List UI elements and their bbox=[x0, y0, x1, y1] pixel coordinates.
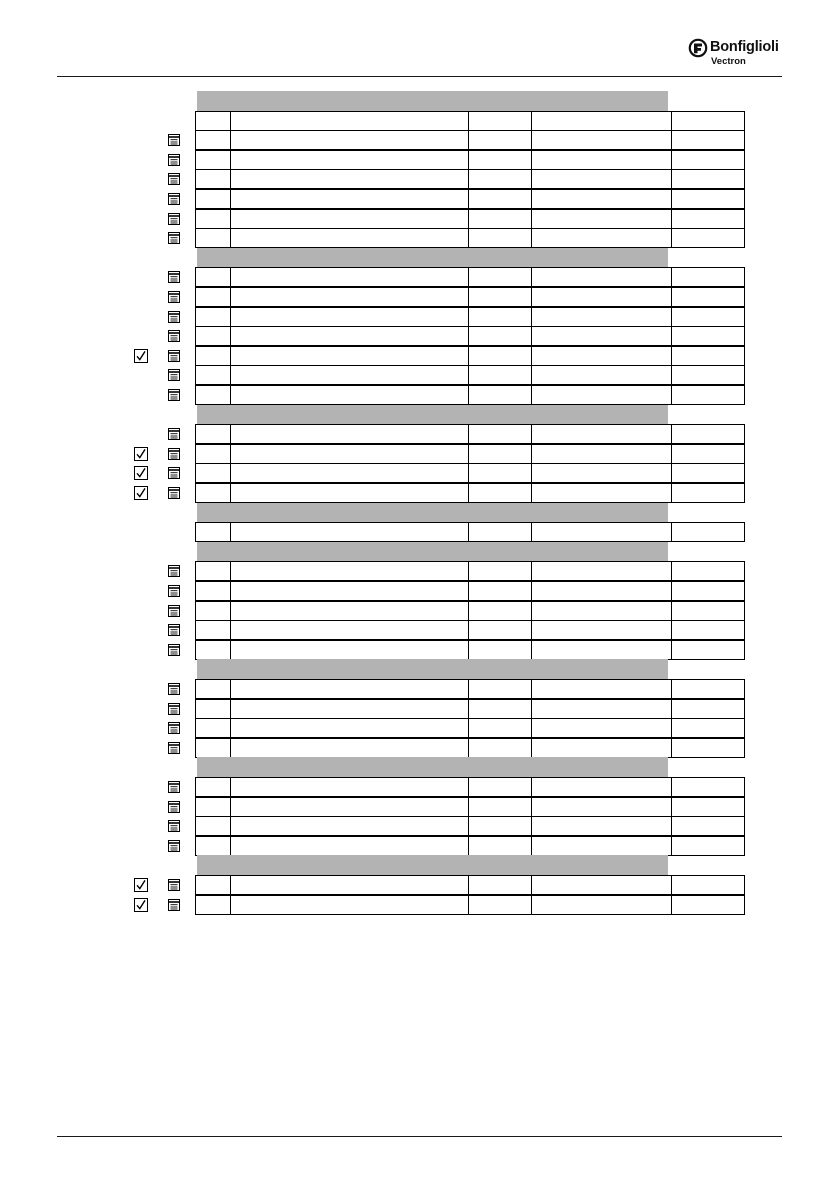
param-range-cell bbox=[531, 718, 672, 738]
param-description-cell bbox=[230, 738, 469, 758]
param-range-cell bbox=[531, 287, 672, 307]
param-number-cell bbox=[195, 169, 231, 189]
param-number-cell bbox=[195, 444, 231, 464]
section-header-bar bbox=[197, 248, 668, 268]
editable-parameter-icon bbox=[167, 290, 181, 304]
param-unit-cell bbox=[468, 875, 532, 895]
param-range-cell bbox=[531, 267, 672, 287]
param-unit-cell bbox=[468, 895, 532, 915]
param-chapter-cell bbox=[671, 385, 745, 405]
param-number-cell bbox=[195, 463, 231, 483]
param-unit-cell bbox=[468, 150, 532, 170]
param-description-cell bbox=[230, 836, 469, 856]
param-unit-cell bbox=[468, 130, 532, 150]
param-chapter-cell bbox=[671, 424, 745, 444]
brand-name: Bonfiglioli bbox=[710, 39, 779, 55]
param-description-cell bbox=[230, 287, 469, 307]
param-range-cell bbox=[531, 228, 672, 248]
table-row bbox=[0, 326, 839, 346]
editable-parameter-icon bbox=[167, 153, 181, 167]
param-description-cell bbox=[230, 718, 469, 738]
editable-parameter-icon bbox=[167, 604, 181, 618]
param-chapter-cell bbox=[671, 189, 745, 209]
editable-parameter-icon bbox=[167, 623, 181, 637]
param-unit-cell bbox=[468, 620, 532, 640]
param-description-cell bbox=[230, 581, 469, 601]
table-row bbox=[0, 424, 839, 444]
param-chapter-cell bbox=[671, 738, 745, 758]
param-range-cell bbox=[531, 581, 672, 601]
param-number-cell bbox=[195, 424, 231, 444]
table-row bbox=[0, 365, 839, 385]
param-description-cell bbox=[230, 816, 469, 836]
param-description-cell bbox=[230, 620, 469, 640]
param-number-cell bbox=[195, 228, 231, 248]
param-range-cell bbox=[531, 836, 672, 856]
param-number-cell bbox=[195, 738, 231, 758]
param-description-cell bbox=[230, 463, 469, 483]
param-number-cell bbox=[195, 111, 231, 131]
footer-rule bbox=[57, 1136, 782, 1137]
param-chapter-cell bbox=[671, 307, 745, 327]
section-header-bar bbox=[197, 757, 668, 777]
param-unit-cell bbox=[468, 718, 532, 738]
param-description-cell bbox=[230, 267, 469, 287]
param-chapter-cell bbox=[671, 777, 745, 797]
param-number-cell bbox=[195, 522, 231, 542]
param-chapter-cell bbox=[671, 267, 745, 287]
param-number-cell bbox=[195, 307, 231, 327]
param-number-cell bbox=[195, 777, 231, 797]
param-chapter-cell bbox=[671, 679, 745, 699]
table-row bbox=[0, 895, 839, 915]
param-range-cell bbox=[531, 620, 672, 640]
table-row bbox=[0, 111, 839, 131]
param-unit-cell bbox=[468, 444, 532, 464]
param-description-cell bbox=[230, 130, 469, 150]
editable-parameter-icon bbox=[167, 564, 181, 578]
param-number-cell bbox=[195, 601, 231, 621]
param-range-cell bbox=[531, 365, 672, 385]
param-number-cell bbox=[195, 797, 231, 817]
param-description-cell bbox=[230, 111, 469, 131]
table-row bbox=[0, 307, 839, 327]
param-number-cell bbox=[195, 836, 231, 856]
param-description-cell bbox=[230, 483, 469, 503]
param-description-cell bbox=[230, 777, 469, 797]
param-description-cell bbox=[230, 424, 469, 444]
param-description-cell bbox=[230, 561, 469, 581]
param-chapter-cell bbox=[671, 797, 745, 817]
param-unit-cell bbox=[468, 424, 532, 444]
table-row bbox=[0, 699, 839, 719]
checkbox-checked-icon[interactable] bbox=[134, 447, 148, 461]
editable-parameter-icon bbox=[167, 368, 181, 382]
param-range-cell bbox=[531, 895, 672, 915]
param-range-cell bbox=[531, 738, 672, 758]
param-number-cell bbox=[195, 365, 231, 385]
editable-parameter-icon bbox=[167, 721, 181, 735]
editable-parameter-icon bbox=[167, 800, 181, 814]
param-unit-cell bbox=[468, 267, 532, 287]
param-unit-cell bbox=[468, 561, 532, 581]
checkbox-checked-icon[interactable] bbox=[134, 878, 148, 892]
table-row bbox=[0, 640, 839, 660]
param-number-cell bbox=[195, 875, 231, 895]
param-chapter-cell bbox=[671, 895, 745, 915]
table-row bbox=[0, 169, 839, 189]
param-unit-cell bbox=[468, 287, 532, 307]
table-row bbox=[0, 836, 839, 856]
param-unit-cell bbox=[468, 346, 532, 366]
checkbox-checked-icon[interactable] bbox=[134, 349, 148, 363]
table-row bbox=[0, 130, 839, 150]
param-number-cell bbox=[195, 287, 231, 307]
param-unit-cell bbox=[468, 797, 532, 817]
param-unit-cell bbox=[468, 816, 532, 836]
param-range-cell bbox=[531, 444, 672, 464]
param-range-cell bbox=[531, 816, 672, 836]
editable-parameter-icon bbox=[167, 682, 181, 696]
param-description-cell bbox=[230, 150, 469, 170]
param-chapter-cell bbox=[671, 463, 745, 483]
table-row bbox=[0, 209, 839, 229]
param-unit-cell bbox=[468, 836, 532, 856]
param-unit-cell bbox=[468, 699, 532, 719]
param-range-cell bbox=[531, 307, 672, 327]
param-unit-cell bbox=[468, 463, 532, 483]
param-chapter-cell bbox=[671, 111, 745, 131]
param-range-cell bbox=[531, 601, 672, 621]
param-unit-cell bbox=[468, 385, 532, 405]
param-description-cell bbox=[230, 385, 469, 405]
param-number-cell bbox=[195, 346, 231, 366]
param-unit-cell bbox=[468, 228, 532, 248]
param-chapter-cell bbox=[671, 346, 745, 366]
checkbox-checked-icon[interactable] bbox=[134, 486, 148, 500]
brand-subtitle: Vectron bbox=[711, 56, 746, 67]
editable-parameter-icon bbox=[167, 839, 181, 853]
section-header-bar bbox=[197, 542, 668, 562]
param-unit-cell bbox=[468, 522, 532, 542]
param-chapter-cell bbox=[671, 561, 745, 581]
table-row bbox=[0, 875, 839, 895]
param-number-cell bbox=[195, 267, 231, 287]
param-unit-cell bbox=[468, 601, 532, 621]
table-row bbox=[0, 287, 839, 307]
param-description-cell bbox=[230, 522, 469, 542]
param-unit-cell bbox=[468, 189, 532, 209]
param-number-cell bbox=[195, 718, 231, 738]
param-description-cell bbox=[230, 875, 469, 895]
param-chapter-cell bbox=[671, 326, 745, 346]
table-row bbox=[0, 150, 839, 170]
param-chapter-cell bbox=[671, 150, 745, 170]
table-row bbox=[0, 738, 839, 758]
param-description-cell bbox=[230, 346, 469, 366]
param-number-cell bbox=[195, 189, 231, 209]
checkbox-checked-icon[interactable] bbox=[134, 898, 148, 912]
param-description-cell bbox=[230, 895, 469, 915]
param-range-cell bbox=[531, 679, 672, 699]
param-description-cell bbox=[230, 640, 469, 660]
param-chapter-cell bbox=[671, 169, 745, 189]
param-range-cell bbox=[531, 130, 672, 150]
param-chapter-cell bbox=[671, 130, 745, 150]
param-chapter-cell bbox=[671, 581, 745, 601]
editable-parameter-icon bbox=[167, 231, 181, 245]
table-row bbox=[0, 385, 839, 405]
table-row bbox=[0, 346, 839, 366]
editable-parameter-icon bbox=[167, 427, 181, 441]
section-header-bar bbox=[197, 91, 668, 111]
editable-parameter-icon bbox=[167, 898, 181, 912]
table-row bbox=[0, 561, 839, 581]
table-row bbox=[0, 620, 839, 640]
table-row bbox=[0, 483, 839, 503]
table-row bbox=[0, 601, 839, 621]
param-range-cell bbox=[531, 150, 672, 170]
param-description-cell bbox=[230, 601, 469, 621]
table-row bbox=[0, 581, 839, 601]
param-number-cell bbox=[195, 581, 231, 601]
param-range-cell bbox=[531, 111, 672, 131]
param-range-cell bbox=[531, 346, 672, 366]
editable-parameter-icon bbox=[167, 702, 181, 716]
param-unit-cell bbox=[468, 111, 532, 131]
param-unit-cell bbox=[468, 777, 532, 797]
param-chapter-cell bbox=[671, 718, 745, 738]
editable-parameter-icon bbox=[167, 212, 181, 226]
editable-parameter-icon bbox=[167, 447, 181, 461]
param-number-cell bbox=[195, 816, 231, 836]
param-range-cell bbox=[531, 522, 672, 542]
param-description-cell bbox=[230, 326, 469, 346]
param-range-cell bbox=[531, 463, 672, 483]
param-unit-cell bbox=[468, 483, 532, 503]
param-unit-cell bbox=[468, 640, 532, 660]
editable-parameter-icon bbox=[167, 133, 181, 147]
section-header-bar bbox=[197, 659, 668, 679]
param-chapter-cell bbox=[671, 836, 745, 856]
editable-parameter-icon bbox=[167, 329, 181, 343]
param-number-cell bbox=[195, 130, 231, 150]
editable-parameter-icon bbox=[167, 172, 181, 186]
param-range-cell bbox=[531, 797, 672, 817]
editable-parameter-icon bbox=[167, 878, 181, 892]
param-description-cell bbox=[230, 228, 469, 248]
table-row bbox=[0, 267, 839, 287]
param-description-cell bbox=[230, 797, 469, 817]
param-range-cell bbox=[531, 483, 672, 503]
table-row bbox=[0, 444, 839, 464]
param-chapter-cell bbox=[671, 816, 745, 836]
param-description-cell bbox=[230, 307, 469, 327]
editable-parameter-icon bbox=[167, 584, 181, 598]
table-row bbox=[0, 816, 839, 836]
table-row bbox=[0, 522, 839, 542]
table-row bbox=[0, 679, 839, 699]
param-description-cell bbox=[230, 679, 469, 699]
param-range-cell bbox=[531, 424, 672, 444]
param-description-cell bbox=[230, 444, 469, 464]
param-number-cell bbox=[195, 895, 231, 915]
table-row bbox=[0, 463, 839, 483]
param-chapter-cell bbox=[671, 287, 745, 307]
editable-parameter-icon bbox=[167, 349, 181, 363]
param-range-cell bbox=[531, 777, 672, 797]
param-number-cell bbox=[195, 679, 231, 699]
param-number-cell bbox=[195, 699, 231, 719]
param-chapter-cell bbox=[671, 875, 745, 895]
section-header-bar bbox=[197, 405, 668, 425]
param-number-cell bbox=[195, 640, 231, 660]
param-unit-cell bbox=[468, 209, 532, 229]
param-chapter-cell bbox=[671, 640, 745, 660]
param-unit-cell bbox=[468, 169, 532, 189]
param-number-cell bbox=[195, 150, 231, 170]
param-description-cell bbox=[230, 699, 469, 719]
param-number-cell bbox=[195, 561, 231, 581]
param-number-cell bbox=[195, 620, 231, 640]
section-header-bar bbox=[197, 855, 668, 875]
param-range-cell bbox=[531, 875, 672, 895]
editable-parameter-icon bbox=[167, 310, 181, 324]
param-range-cell bbox=[531, 326, 672, 346]
param-description-cell bbox=[230, 365, 469, 385]
param-range-cell bbox=[531, 385, 672, 405]
param-number-cell bbox=[195, 209, 231, 229]
editable-parameter-icon bbox=[167, 741, 181, 755]
param-chapter-cell bbox=[671, 699, 745, 719]
param-unit-cell bbox=[468, 738, 532, 758]
param-chapter-cell bbox=[671, 209, 745, 229]
param-number-cell bbox=[195, 483, 231, 503]
param-unit-cell bbox=[468, 679, 532, 699]
param-number-cell bbox=[195, 326, 231, 346]
section-header-bar bbox=[197, 503, 668, 523]
param-chapter-cell bbox=[671, 365, 745, 385]
param-description-cell bbox=[230, 169, 469, 189]
param-range-cell bbox=[531, 699, 672, 719]
param-description-cell bbox=[230, 209, 469, 229]
param-unit-cell bbox=[468, 307, 532, 327]
param-range-cell bbox=[531, 169, 672, 189]
param-chapter-cell bbox=[671, 522, 745, 542]
table-row bbox=[0, 228, 839, 248]
param-chapter-cell bbox=[671, 483, 745, 503]
table-row bbox=[0, 718, 839, 738]
checkbox-checked-icon[interactable] bbox=[134, 466, 148, 480]
param-unit-cell bbox=[468, 326, 532, 346]
param-description-cell bbox=[230, 189, 469, 209]
table-row bbox=[0, 797, 839, 817]
param-range-cell bbox=[531, 561, 672, 581]
param-chapter-cell bbox=[671, 620, 745, 640]
param-chapter-cell bbox=[671, 444, 745, 464]
editable-parameter-icon bbox=[167, 486, 181, 500]
param-range-cell bbox=[531, 640, 672, 660]
editable-parameter-icon bbox=[167, 388, 181, 402]
table-row bbox=[0, 777, 839, 797]
param-unit-cell bbox=[468, 365, 532, 385]
editable-parameter-icon bbox=[167, 643, 181, 657]
editable-parameter-icon bbox=[167, 780, 181, 794]
param-chapter-cell bbox=[671, 601, 745, 621]
editable-parameter-icon bbox=[167, 819, 181, 833]
editable-parameter-icon bbox=[167, 192, 181, 206]
table-row bbox=[0, 189, 839, 209]
param-number-cell bbox=[195, 385, 231, 405]
param-range-cell bbox=[531, 189, 672, 209]
editable-parameter-icon bbox=[167, 466, 181, 480]
param-range-cell bbox=[531, 209, 672, 229]
editable-parameter-icon bbox=[167, 270, 181, 284]
param-chapter-cell bbox=[671, 228, 745, 248]
param-unit-cell bbox=[468, 581, 532, 601]
